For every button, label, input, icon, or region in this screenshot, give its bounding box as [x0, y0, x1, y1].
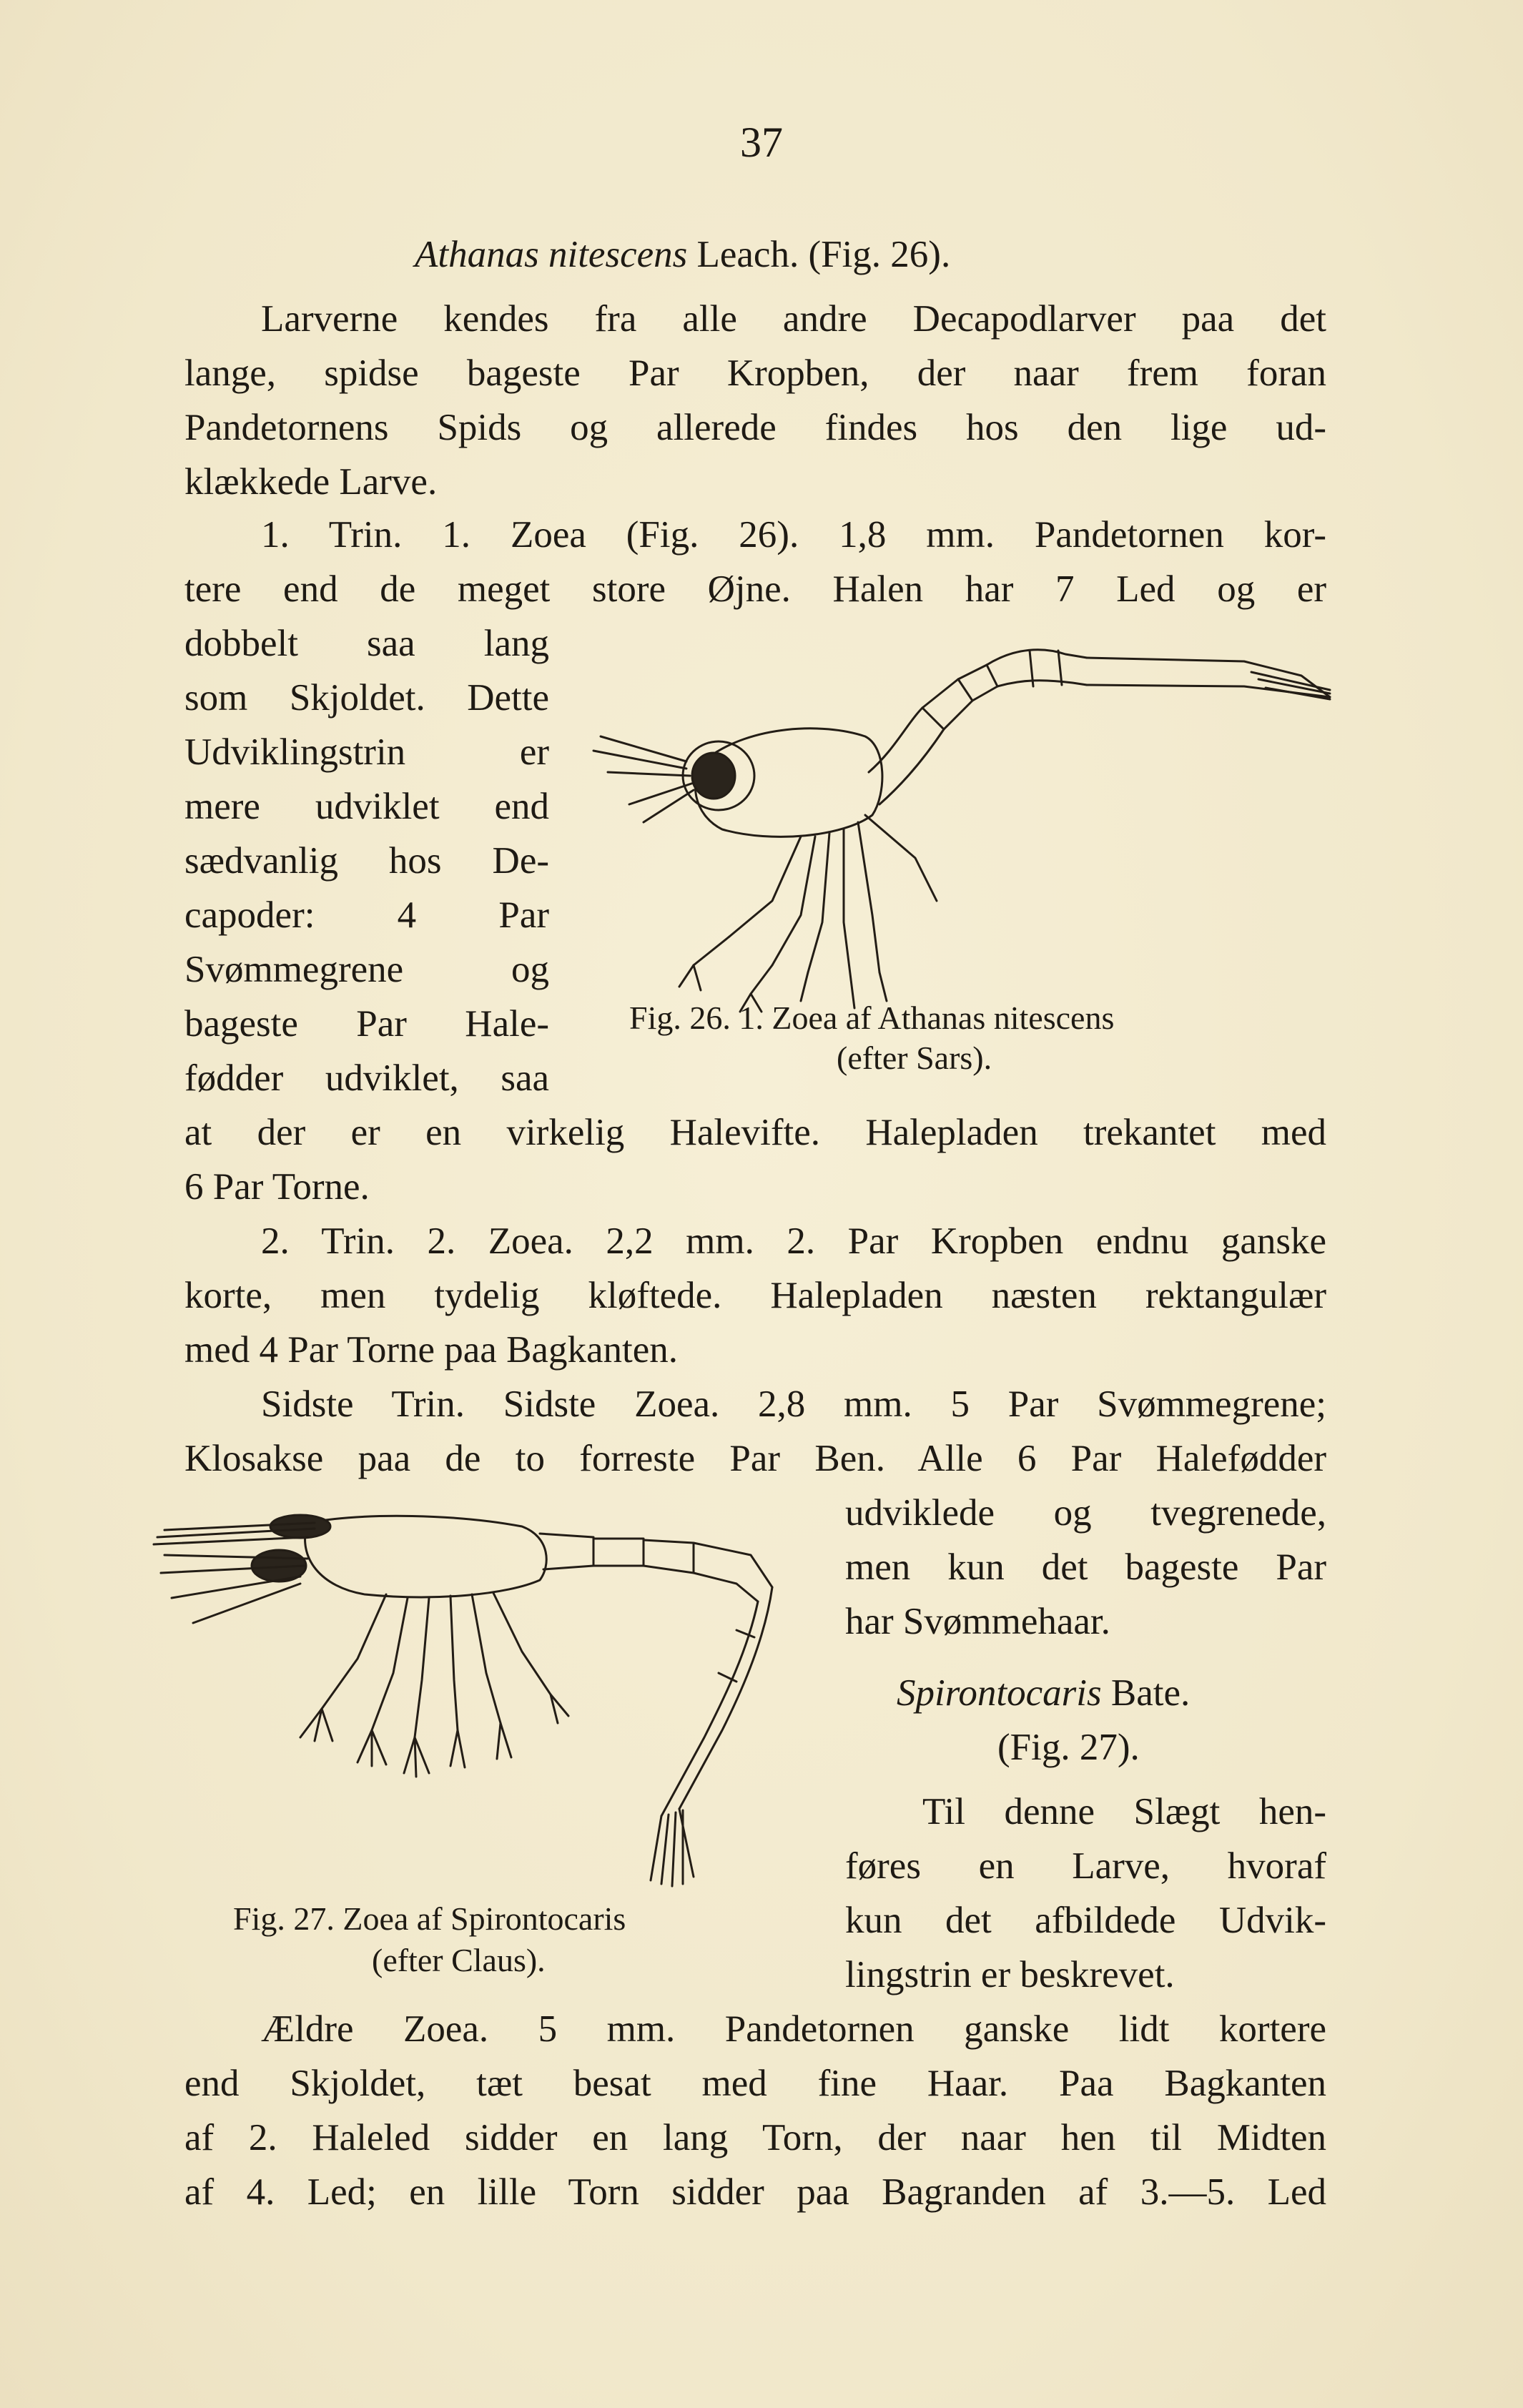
page-number: 37 — [740, 119, 783, 166]
text-line: af 4. Led; en lille Torn sidder paa Bagranden af 3.—5. Led — [184, 2171, 1326, 2213]
text-line: at der er en virkelig Halevifte. Halepladen trekantet med — [184, 1112, 1326, 1153]
heading-rest: Bate. — [1101, 1672, 1191, 1714]
text-line: kun det afbildede Udvik- — [845, 1900, 1326, 1941]
text-line: Til denne Slægt hen- — [922, 1791, 1326, 1832]
text-line: Svømmegrene og — [184, 949, 549, 990]
section-heading-spirontocaris — [897, 1666, 1190, 1720]
fig27-zoea-illustration — [150, 1494, 815, 1895]
text-line: udviklede og tvegrenede, — [845, 1492, 1326, 1534]
text-line: 1. Trin. 1. Zoea (Fig. 26). 1,8 mm. Pandetornen kor- — [261, 514, 1326, 556]
fig26-caption-line1: Fig. 26. 1. Zoea af Athanas nitescens — [629, 1000, 1115, 1036]
text-line: korte, men tydelig kløftede. Halepladen næsten rektangulær — [184, 1275, 1326, 1316]
text-line: føres en Larve, hvoraf — [845, 1845, 1326, 1887]
fig27-caption-line2: (efter Claus). — [372, 1942, 546, 1978]
text-line: Klosakse paa de to forreste Par Ben. Alle 6 Par Halefødder — [184, 1438, 1326, 1479]
text-line: end Skjoldet, tæt besat med fine Haar. Paa Bagkanten — [184, 2063, 1326, 2104]
text-line: Sidste Trin. Sidste Zoea. 2,8 mm. 5 Par Svømmegrene; — [261, 1383, 1326, 1425]
text-line: af 2. Haleled sidder en lang Torn, der naar hen til Midten — [184, 2117, 1326, 2158]
text-line: klækkede Larve. — [184, 461, 438, 503]
text-line: bageste Par Hale- — [184, 1003, 549, 1045]
section-heading-athanas — [415, 227, 950, 282]
text-line: sædvanlig hos De- — [184, 840, 549, 882]
text-line: Udviklingstrin er — [184, 731, 549, 773]
text-line: dobbelt saa lang — [184, 623, 549, 664]
text-line: 6 Par Torne. — [184, 1166, 370, 1208]
text-line: Ældre Zoea. 5 mm. Pandetornen ganske lidt kortere — [261, 2008, 1326, 2050]
text-line: har Svømmehaar. — [845, 1601, 1110, 1642]
text-line: lingstrin er beskrevet. — [845, 1954, 1175, 1995]
fig27-caption-line1: Fig. 27. Zoea af Spirontocaris — [233, 1900, 626, 1937]
text-line: tere end de meget store Øjne. Halen har 7 Led og er — [184, 568, 1326, 610]
genus-name: Spirontocaris — [897, 1672, 1102, 1714]
text-line: mere udviklet end — [184, 786, 549, 827]
text-line: som Skjoldet. Dette — [184, 677, 549, 719]
text-line: 2. Trin. 2. Zoea. 2,2 mm. 2. Par Kropben endnu ganske — [261, 1220, 1326, 1262]
heading-rest: Leach. (Fig. 26). — [687, 234, 951, 275]
section-heading-figref: (Fig. 27). — [997, 1727, 1140, 1768]
fig26-caption-line2: (efter Sars). — [837, 1040, 992, 1076]
text-line: med 4 Par Torne paa Bagkanten. — [184, 1329, 678, 1371]
genus-name: Athanas nitescens — [415, 234, 688, 275]
text-line: lange, spidse bageste Par Kropben, der naar frem foran — [184, 352, 1326, 394]
text-line: Larverne kendes fra alle andre Decapodlarver paa det — [261, 298, 1326, 340]
text-line: fødder udviklet, saa — [184, 1057, 549, 1099]
text-line: Pandetornens Spids og allerede findes hos den lige ud- — [184, 407, 1326, 448]
text-line: capoder: 4 Par — [184, 894, 549, 936]
fig26-zoea-illustration — [586, 629, 1337, 1015]
text-line: men kun det bageste Par — [845, 1546, 1326, 1588]
